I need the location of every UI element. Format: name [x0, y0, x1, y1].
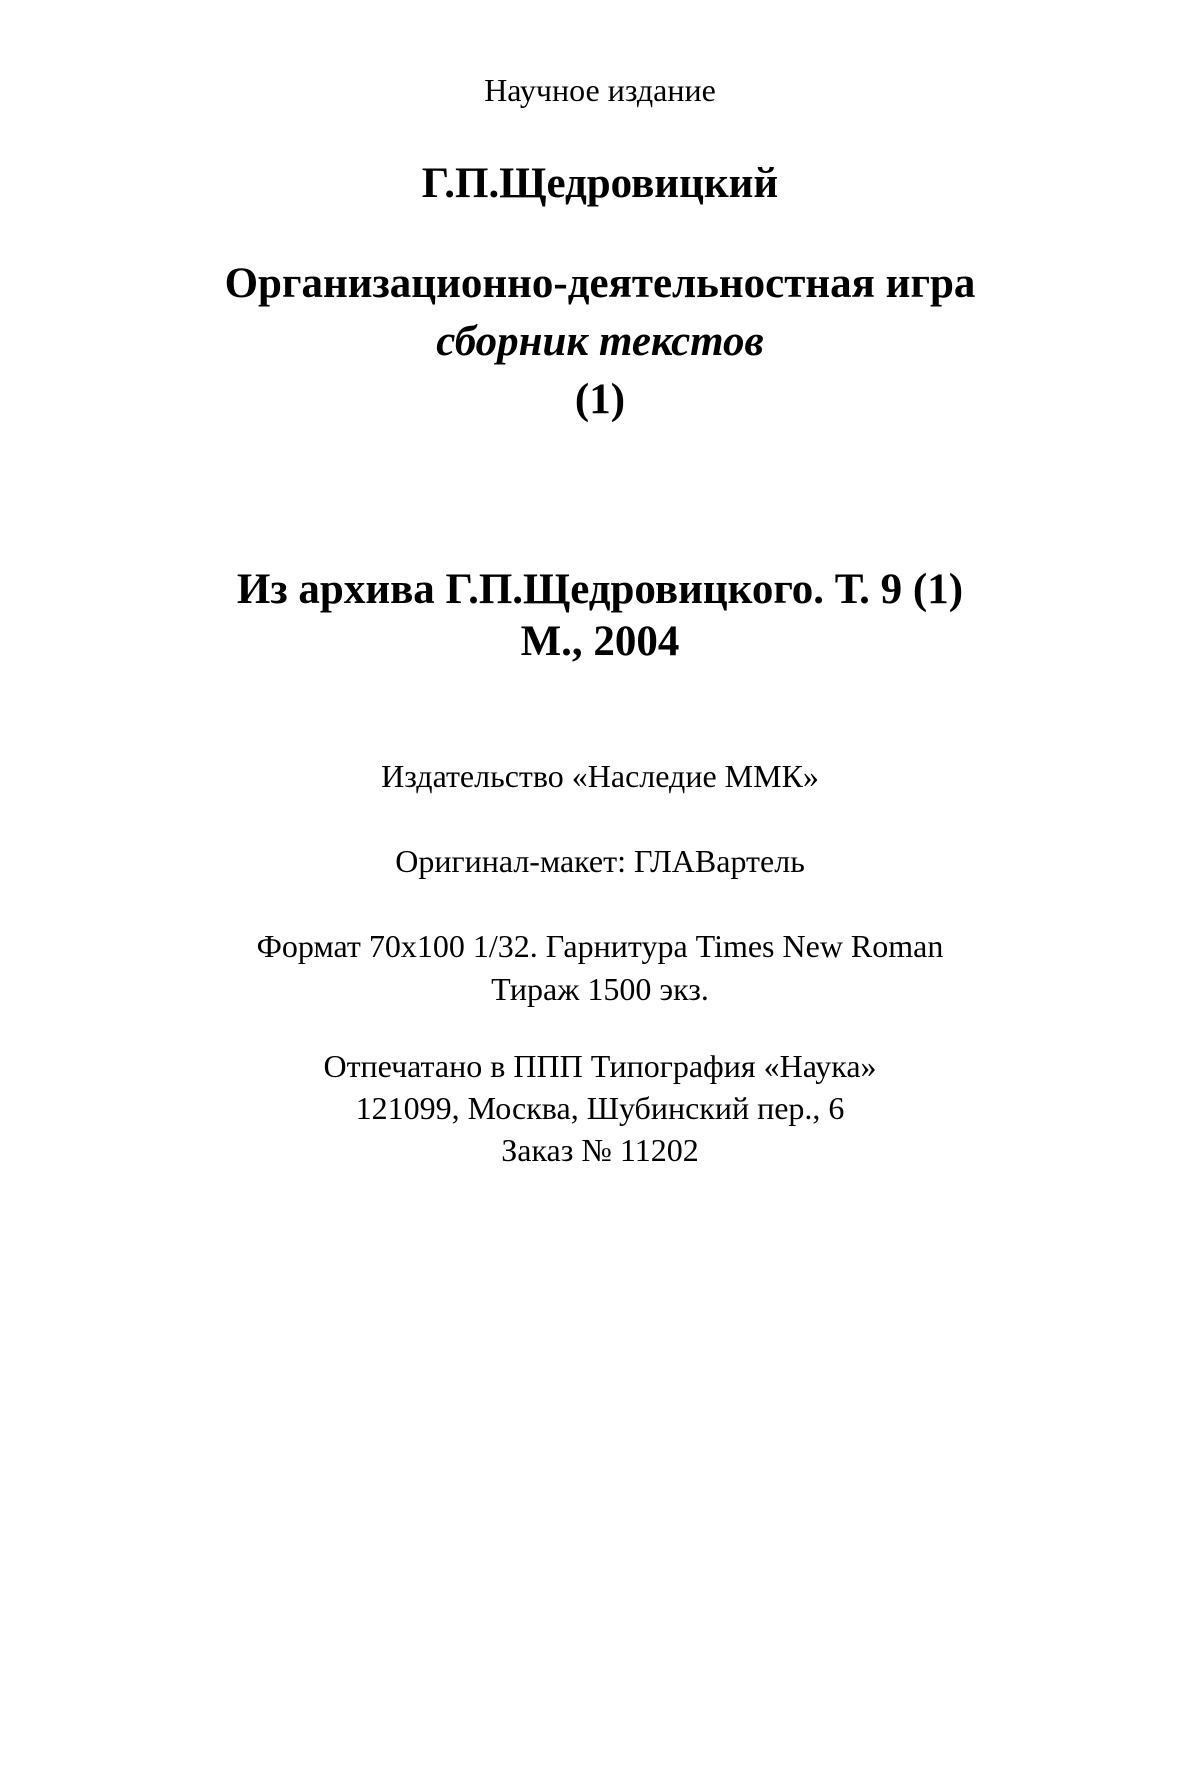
print-run: Тираж 1500 экз. [491, 971, 709, 1007]
author-name: Г.П.Щедровицкий [421, 160, 779, 207]
edition-kind: Научное издание [484, 72, 716, 108]
series-title: Из архива Г.П.Щедровицкого. Т. 9 (1) [236, 566, 964, 613]
book-title: Организационно-деятельностная игра [224, 260, 976, 307]
printer-address: 121099, Москва, Шубинский пер., 6 [355, 1090, 845, 1126]
printer-name: Отпечатано в ППП Типография «Наука» [323, 1048, 877, 1084]
book-subtitle: сборник текстов [436, 318, 764, 365]
format-info: Формат 70x100 1/32. Гарнитура Times New Roman [256, 928, 944, 964]
order-number: Заказ № 11202 [501, 1132, 699, 1168]
city-year: М., 2004 [520, 618, 680, 665]
publisher: Издательство «Наследие ММК» [381, 758, 819, 794]
part-number: (1) [574, 376, 626, 423]
layout-credit: Оригинал-макет: ГЛАВартель [395, 843, 805, 879]
